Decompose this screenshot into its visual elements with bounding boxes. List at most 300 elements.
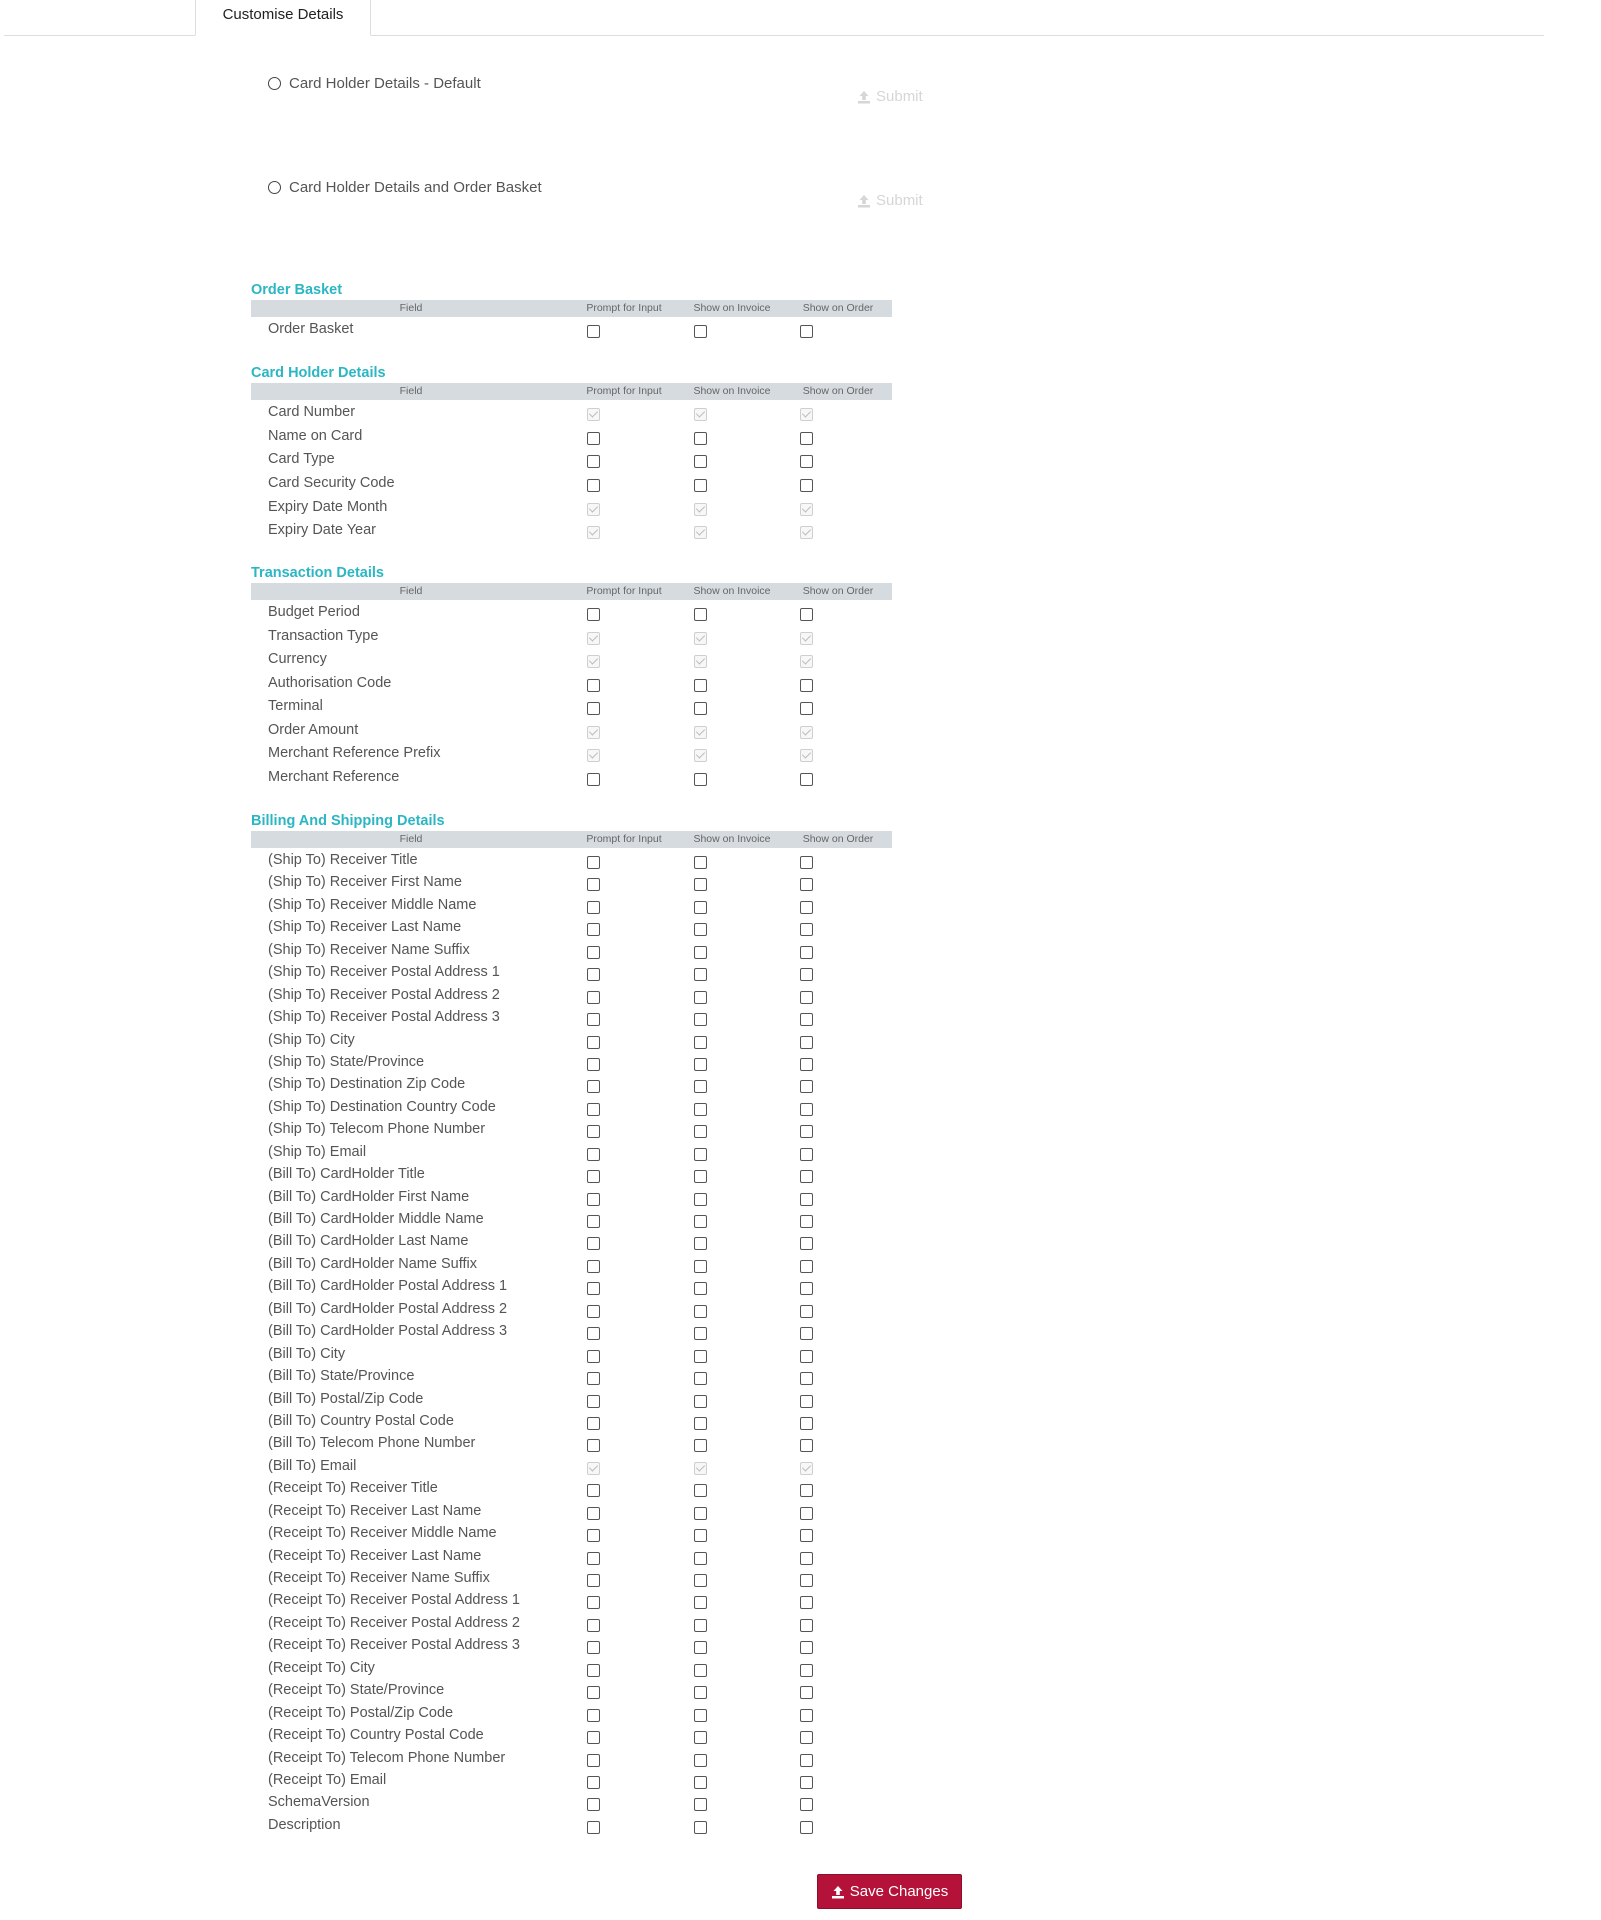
invoice-checkbox[interactable] (694, 991, 707, 1004)
table-row (251, 1008, 892, 1030)
submit-button-order-basket[interactable] (857, 192, 923, 209)
table-row (251, 697, 892, 721)
order-checkbox[interactable] (800, 1754, 813, 1767)
field-label: (Receipt To) Receiver Middle Name (268, 1525, 497, 1542)
invoice-checkbox[interactable] (694, 1821, 707, 1834)
order-checkbox[interactable] (800, 608, 813, 621)
prompt-checkbox[interactable] (587, 1305, 600, 1318)
prompt-checkbox (587, 726, 600, 739)
field-label: SchemaVersion (268, 1794, 370, 1811)
invoice-checkbox (694, 632, 707, 645)
section-title: Billing And Shipping Details (251, 813, 445, 829)
table-row (251, 1232, 892, 1254)
field-label: (Bill To) CardHolder Postal Address 3 (268, 1323, 508, 1340)
table-row (251, 674, 892, 698)
field-label: (Ship To) City (268, 1031, 355, 1048)
prompt-checkbox[interactable] (587, 1731, 600, 1744)
prompt-checkbox[interactable] (587, 325, 600, 338)
field-label: (Receipt To) Receiver Postal Address 3 (268, 1637, 520, 1654)
prompt-checkbox[interactable] (587, 901, 600, 914)
order-checkbox[interactable] (800, 702, 813, 715)
order-checkbox[interactable] (800, 878, 813, 891)
table-row (251, 1210, 892, 1232)
order-checkbox[interactable] (800, 1552, 813, 1565)
section-title: Order Basket (251, 282, 343, 298)
table-header (251, 300, 892, 317)
column-header-order: Show on Order (802, 385, 874, 397)
invoice-checkbox[interactable] (694, 1148, 707, 1161)
order-checkbox[interactable] (800, 901, 813, 914)
field-label: Budget Period (268, 604, 360, 620)
order-checkbox[interactable] (800, 1731, 813, 1744)
field-label: (Receipt To) Receiver Title (268, 1480, 438, 1497)
invoice-checkbox[interactable] (694, 878, 707, 891)
order-checkbox[interactable] (800, 1058, 813, 1071)
table-row (251, 1591, 892, 1613)
prompt-checkbox[interactable] (587, 1215, 600, 1228)
section-billing-shipping-details (251, 812, 892, 1838)
save-changes-button[interactable] (817, 1874, 962, 1909)
prompt-checkbox (587, 503, 600, 516)
table-row (251, 918, 892, 940)
table-row (251, 873, 892, 895)
table-row (251, 1749, 892, 1771)
order-checkbox[interactable] (800, 1507, 813, 1520)
field-label: (Bill To) CardHolder Middle Name (268, 1211, 484, 1227)
prompt-checkbox[interactable] (587, 1237, 600, 1250)
prompt-checkbox[interactable] (587, 679, 600, 692)
prompt-checkbox[interactable] (587, 1260, 600, 1273)
order-checkbox[interactable] (800, 1327, 813, 1340)
upload-icon (857, 194, 871, 208)
invoice-checkbox[interactable] (694, 1507, 707, 1520)
radio-button[interactable] (268, 181, 281, 194)
prompt-checkbox[interactable] (587, 1439, 600, 1452)
table-row (251, 1367, 892, 1389)
field-label: (Receipt To) Receiver Postal Address 2 (268, 1614, 520, 1631)
prompt-checkbox[interactable] (587, 923, 600, 936)
invoice-checkbox[interactable] (694, 608, 707, 621)
field-label: (Receipt To) Receiver Postal Address 1 (268, 1592, 520, 1609)
field-label: (Bill To) City (268, 1345, 346, 1362)
field-label: (Ship To) Destination Country Code (268, 1098, 496, 1115)
field-label: (Ship To) Destination Zip Code (268, 1076, 466, 1093)
table-row (251, 1031, 892, 1053)
invoice-checkbox[interactable] (694, 946, 707, 959)
column-header-invoice: Show on Invoice (693, 385, 771, 397)
submit-button-default[interactable] (857, 88, 923, 105)
table-row (251, 1457, 892, 1479)
field-label: Transaction Type (268, 627, 379, 644)
tab-bar (4, 0, 1544, 36)
order-checkbox[interactable] (800, 1798, 813, 1811)
invoice-checkbox[interactable] (694, 1641, 707, 1654)
prompt-checkbox (587, 526, 600, 539)
invoice-checkbox (694, 655, 707, 668)
invoice-checkbox[interactable] (694, 1282, 707, 1295)
field-label: (Receipt To) Receiver Last Name (268, 1502, 482, 1519)
order-checkbox[interactable] (800, 991, 813, 1004)
column-header-order: Show on Order (802, 585, 874, 597)
prompt-checkbox[interactable] (587, 878, 600, 891)
tab-customise-details[interactable]: Customise Details (195, 0, 371, 36)
prompt-checkbox[interactable] (587, 1529, 600, 1542)
prompt-checkbox[interactable] (587, 1821, 600, 1834)
field-label: (Bill To) CardHolder First Name (268, 1188, 470, 1205)
order-checkbox[interactable] (800, 1664, 813, 1677)
invoice-checkbox[interactable] (694, 702, 707, 715)
order-checkbox[interactable] (800, 1237, 813, 1250)
prompt-checkbox[interactable] (587, 1282, 600, 1295)
table-row (251, 1098, 892, 1120)
order-checkbox[interactable] (800, 1596, 813, 1609)
section-title: Transaction Details (251, 565, 384, 581)
prompt-checkbox[interactable] (587, 1170, 600, 1183)
table-row (251, 1793, 892, 1815)
field-label: (Receipt To) Country Postal Code (268, 1727, 484, 1744)
order-checkbox[interactable] (800, 968, 813, 981)
table-row (251, 603, 892, 627)
section-card-holder-details (251, 364, 892, 545)
order-checkbox[interactable] (800, 1193, 813, 1206)
field-label: (Ship To) Receiver Postal Address 3 (268, 1009, 500, 1026)
invoice-checkbox[interactable] (694, 679, 707, 692)
invoice-checkbox[interactable] (694, 479, 707, 492)
field-label: (Bill To) Postal/Zip Code (268, 1390, 424, 1407)
table-row (251, 1434, 892, 1456)
invoice-checkbox[interactable] (694, 1776, 707, 1789)
prompt-checkbox[interactable] (587, 1619, 600, 1632)
invoice-checkbox[interactable] (694, 1305, 707, 1318)
field-label: (Ship To) State/Province (268, 1053, 425, 1070)
table-row (251, 1412, 892, 1434)
prompt-checkbox[interactable] (587, 455, 600, 468)
upload-icon (831, 1885, 845, 1899)
column-header-prompt: Prompt for Input (586, 833, 662, 845)
table-row (251, 1277, 892, 1299)
table-row (251, 1143, 892, 1165)
prompt-checkbox[interactable] (587, 1080, 600, 1093)
prompt-checkbox[interactable] (587, 1350, 600, 1363)
invoice-checkbox[interactable] (694, 1417, 707, 1430)
order-checkbox[interactable] (800, 1282, 813, 1295)
order-checkbox[interactable] (800, 679, 813, 692)
table-row (251, 1614, 892, 1636)
field-label: Merchant Reference Prefix (268, 745, 441, 761)
invoice-checkbox[interactable] (694, 1552, 707, 1565)
table-row (251, 650, 892, 674)
layout-option-order-basket[interactable] (268, 179, 542, 196)
field-label: Card Type (268, 451, 335, 468)
column-header-invoice: Show on Invoice (693, 833, 771, 845)
invoice-checkbox[interactable] (694, 923, 707, 936)
invoice-checkbox[interactable] (694, 1080, 707, 1093)
prompt-checkbox[interactable] (587, 946, 600, 959)
order-checkbox[interactable] (800, 1260, 813, 1273)
prompt-checkbox[interactable] (587, 1686, 600, 1699)
invoice-checkbox[interactable] (694, 1372, 707, 1385)
order-checkbox[interactable] (800, 1619, 813, 1632)
invoice-checkbox[interactable] (694, 455, 707, 468)
order-checkbox[interactable] (800, 1080, 813, 1093)
prompt-checkbox[interactable] (587, 1798, 600, 1811)
table-row (251, 474, 892, 498)
prompt-checkbox[interactable] (587, 1596, 600, 1609)
table-row (251, 450, 892, 474)
order-checkbox[interactable] (800, 432, 813, 445)
prompt-checkbox (587, 408, 600, 421)
prompt-checkbox[interactable] (587, 1036, 600, 1049)
table-row (251, 963, 892, 985)
invoice-checkbox[interactable] (694, 325, 707, 338)
field-label: (Bill To) CardHolder Postal Address 2 (268, 1300, 508, 1317)
invoice-checkbox (694, 1462, 707, 1475)
prompt-checkbox[interactable] (587, 1193, 600, 1206)
prompt-checkbox[interactable] (587, 1103, 600, 1116)
submit-label: Submit (876, 88, 923, 105)
invoice-checkbox[interactable] (694, 1125, 707, 1138)
invoice-checkbox[interactable] (694, 901, 707, 914)
invoice-checkbox[interactable] (694, 1327, 707, 1340)
table-row (251, 1816, 892, 1838)
prompt-checkbox[interactable] (587, 991, 600, 1004)
column-header-invoice: Show on Invoice (693, 585, 771, 597)
invoice-checkbox[interactable] (694, 1170, 707, 1183)
prompt-checkbox[interactable] (587, 1058, 600, 1071)
prompt-checkbox[interactable] (587, 1754, 600, 1767)
prompt-checkbox[interactable] (587, 968, 600, 981)
invoice-checkbox[interactable] (694, 1596, 707, 1609)
prompt-checkbox[interactable] (587, 608, 600, 621)
order-checkbox[interactable] (800, 856, 813, 869)
field-label: (Ship To) Telecom Phone Number (268, 1121, 486, 1138)
prompt-checkbox (587, 749, 600, 762)
prompt-checkbox (587, 1462, 600, 1475)
invoice-checkbox[interactable] (694, 1574, 707, 1587)
table-row (251, 986, 892, 1008)
order-checkbox[interactable] (800, 1148, 813, 1161)
table-row (251, 1726, 892, 1748)
field-label: (Receipt To) Email (268, 1771, 387, 1788)
section-title: Card Holder Details (251, 365, 386, 381)
invoice-checkbox[interactable] (694, 1798, 707, 1811)
table-header (251, 583, 892, 600)
invoice-checkbox[interactable] (694, 1395, 707, 1408)
prompt-checkbox[interactable] (587, 1013, 600, 1026)
radio-button[interactable] (268, 77, 281, 90)
column-header-field: Field (399, 302, 423, 314)
invoice-checkbox (694, 503, 707, 516)
field-label: Order Basket (268, 321, 354, 337)
column-header-prompt: Prompt for Input (586, 302, 662, 314)
order-checkbox[interactable] (800, 1776, 813, 1789)
field-label: (Ship To) Receiver Postal Address 2 (268, 986, 500, 1003)
invoice-checkbox[interactable] (694, 432, 707, 445)
invoice-checkbox[interactable] (694, 1754, 707, 1767)
table-row (251, 521, 892, 545)
field-label: (Bill To) CardHolder Title (268, 1166, 425, 1183)
field-label: (Ship To) Email (268, 1143, 367, 1160)
field-label: (Bill To) CardHolder Name Suffix (268, 1255, 477, 1272)
save-changes-label: Save Changes (849, 1883, 949, 1900)
invoice-checkbox[interactable] (694, 1103, 707, 1116)
column-header-order: Show on Order (802, 302, 874, 314)
order-checkbox[interactable] (800, 1350, 813, 1363)
invoice-checkbox[interactable] (694, 1686, 707, 1699)
prompt-checkbox[interactable] (587, 1776, 600, 1789)
column-header-prompt: Prompt for Input (586, 585, 662, 597)
order-checkbox[interactable] (800, 1013, 813, 1026)
invoice-checkbox[interactable] (694, 1036, 707, 1049)
table-row (251, 1502, 892, 1524)
column-header-field: Field (399, 833, 423, 845)
invoice-checkbox[interactable] (694, 968, 707, 981)
invoice-checkbox[interactable] (694, 1529, 707, 1542)
order-checkbox[interactable] (800, 1529, 813, 1542)
order-checkbox[interactable] (800, 1686, 813, 1699)
field-label: Expiry Date Month (268, 498, 388, 515)
order-checkbox[interactable] (800, 479, 813, 492)
invoice-checkbox[interactable] (694, 856, 707, 869)
order-checkbox[interactable] (800, 1574, 813, 1587)
field-label: (Receipt To) City (268, 1659, 375, 1676)
prompt-checkbox[interactable] (587, 1709, 600, 1722)
table-row (251, 941, 892, 963)
field-label: (Ship To) Receiver Last Name (268, 919, 462, 936)
order-checkbox[interactable] (800, 1103, 813, 1116)
order-checkbox[interactable] (800, 1215, 813, 1228)
table-row (251, 1681, 892, 1703)
table-row (251, 1075, 892, 1097)
field-label: (Ship To) Receiver Title (268, 852, 418, 868)
invoice-checkbox[interactable] (694, 1709, 707, 1722)
invoice-checkbox[interactable] (694, 773, 707, 786)
table-row (251, 768, 892, 792)
prompt-checkbox[interactable] (587, 1641, 600, 1654)
table-row (251, 1390, 892, 1412)
prompt-checkbox[interactable] (587, 479, 600, 492)
field-label: Name on Card (268, 427, 363, 444)
order-checkbox[interactable] (800, 946, 813, 959)
prompt-checkbox[interactable] (587, 432, 600, 445)
invoice-checkbox (694, 526, 707, 539)
invoice-checkbox (694, 726, 707, 739)
invoice-checkbox[interactable] (694, 1013, 707, 1026)
invoice-checkbox[interactable] (694, 1731, 707, 1744)
order-checkbox[interactable] (800, 1439, 813, 1452)
prompt-checkbox[interactable] (587, 1664, 600, 1677)
order-checkbox[interactable] (800, 1170, 813, 1183)
order-checkbox[interactable] (800, 1036, 813, 1049)
field-label: Terminal (268, 698, 323, 714)
prompt-checkbox[interactable] (587, 1327, 600, 1340)
invoice-checkbox[interactable] (694, 1439, 707, 1452)
order-checkbox (800, 655, 813, 668)
table-header (251, 831, 892, 848)
column-header-field: Field (399, 385, 423, 397)
order-checkbox[interactable] (800, 1125, 813, 1138)
order-checkbox[interactable] (800, 325, 813, 338)
order-checkbox (800, 632, 813, 645)
section-transaction-details (251, 564, 892, 791)
prompt-checkbox[interactable] (587, 773, 600, 786)
table-row (251, 403, 892, 427)
field-label: (Ship To) Receiver Name Suffix (268, 941, 470, 958)
table-row (251, 851, 892, 873)
prompt-checkbox[interactable] (587, 1417, 600, 1430)
field-label: Merchant Reference (268, 768, 400, 785)
invoice-checkbox (694, 749, 707, 762)
prompt-checkbox[interactable] (587, 1395, 600, 1408)
field-label: (Bill To) CardHolder Postal Address 1 (268, 1278, 508, 1295)
column-header-field: Field (399, 585, 423, 597)
layout-option-default[interactable] (268, 75, 481, 92)
order-checkbox[interactable] (800, 1709, 813, 1722)
field-label: (Bill To) Email (268, 1457, 357, 1474)
order-checkbox[interactable] (800, 1395, 813, 1408)
invoice-checkbox (694, 408, 707, 421)
invoice-checkbox[interactable] (694, 1058, 707, 1071)
prompt-checkbox[interactable] (587, 702, 600, 715)
order-checkbox (800, 726, 813, 739)
order-checkbox[interactable] (800, 1372, 813, 1385)
order-checkbox[interactable] (800, 1417, 813, 1430)
order-checkbox[interactable] (800, 923, 813, 936)
order-checkbox[interactable] (800, 1305, 813, 1318)
prompt-checkbox[interactable] (587, 1552, 600, 1565)
prompt-checkbox[interactable] (587, 1148, 600, 1161)
invoice-checkbox[interactable] (694, 1193, 707, 1206)
table-row (251, 427, 892, 451)
prompt-checkbox[interactable] (587, 1372, 600, 1385)
field-label: (Receipt To) Receiver Last Name (268, 1547, 482, 1564)
prompt-checkbox[interactable] (587, 1574, 600, 1587)
invoice-checkbox[interactable] (694, 1484, 707, 1497)
invoice-checkbox[interactable] (694, 1350, 707, 1363)
field-label: (Ship To) Receiver First Name (268, 874, 462, 891)
table-row (251, 1120, 892, 1142)
invoice-checkbox[interactable] (694, 1237, 707, 1250)
prompt-checkbox[interactable] (587, 1125, 600, 1138)
order-checkbox[interactable] (800, 455, 813, 468)
invoice-checkbox[interactable] (694, 1215, 707, 1228)
invoice-checkbox[interactable] (694, 1260, 707, 1273)
order-checkbox[interactable] (800, 1484, 813, 1497)
prompt-checkbox[interactable] (587, 1484, 600, 1497)
field-label: (Receipt To) Postal/Zip Code (268, 1704, 454, 1721)
field-label: Card Number (268, 404, 356, 420)
prompt-checkbox[interactable] (587, 856, 600, 869)
field-label: (Bill To) Country Postal Code (268, 1412, 454, 1429)
invoice-checkbox[interactable] (694, 1664, 707, 1677)
column-header-invoice: Show on Invoice (693, 302, 771, 314)
field-label: Description (268, 1816, 341, 1833)
order-checkbox[interactable] (800, 1641, 813, 1654)
order-checkbox[interactable] (800, 1821, 813, 1834)
field-label: (Receipt To) State/Province (268, 1682, 445, 1699)
order-checkbox[interactable] (800, 773, 813, 786)
prompt-checkbox (587, 655, 600, 668)
table-row (251, 1659, 892, 1681)
field-label: Card Security Code (268, 475, 395, 492)
layout-option-label: Card Holder Details and Order Basket (289, 179, 542, 196)
field-label: (Bill To) Telecom Phone Number (268, 1435, 476, 1452)
invoice-checkbox[interactable] (694, 1619, 707, 1632)
field-label: (Ship To) Receiver Middle Name (268, 896, 477, 913)
order-checkbox (800, 749, 813, 762)
prompt-checkbox[interactable] (587, 1507, 600, 1520)
order-checkbox (800, 408, 813, 421)
